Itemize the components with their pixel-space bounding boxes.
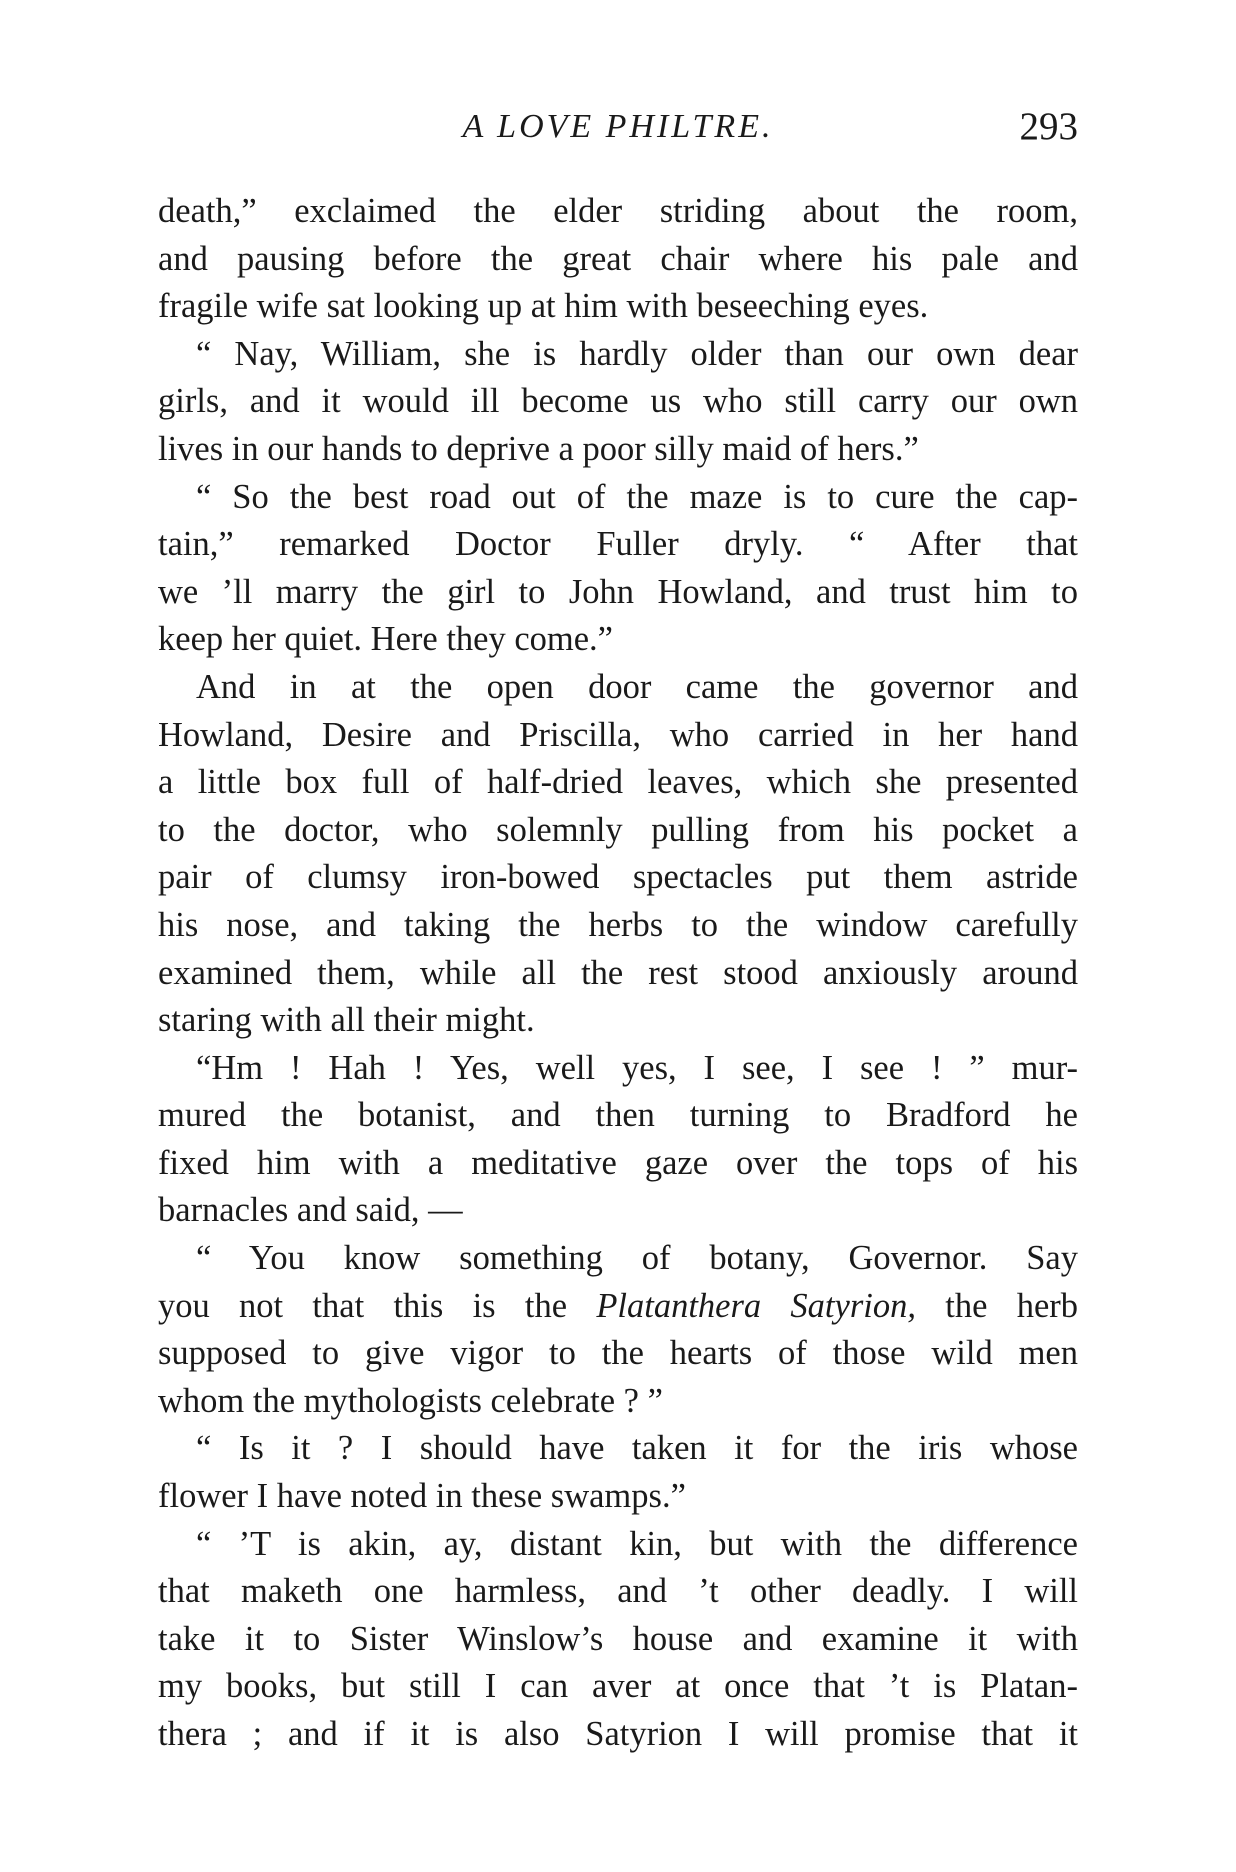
paragraph: and pausing before the great chair where his pale and — [158, 239, 1078, 278]
paragraph: And in at the open door came the governor and — [196, 667, 1078, 706]
paragraph: “Hm ! Hah ! Yes, well yes, I see, I see ! ” mur- — [196, 1048, 1078, 1087]
paragraph: flower I have noted in these swamps.” — [158, 1477, 686, 1516]
text-span: the herb — [915, 1286, 1079, 1325]
paragraph: lives in our hands to deprive a poor silly maid of hers.” — [158, 429, 919, 468]
paragraph: barnacles and said, — — [158, 1191, 463, 1230]
paragraph: take it to Sister Winslow’s house and examine it with — [158, 1619, 1078, 1658]
paragraph: “ Is it ? I should have taken it for the iris whose — [196, 1429, 1078, 1468]
paragraph: “ You know something of botany, Governor. Say — [196, 1239, 1078, 1278]
page-header — [158, 105, 1078, 152]
paragraph: examined them, while all the rest stood anxiously around — [158, 953, 1078, 992]
paragraph: “ ’T is akin, ay, distant kin, but with the difference — [196, 1524, 1078, 1563]
body-text — [158, 188, 1078, 1759]
text-span: you not that this is the — [158, 1286, 597, 1325]
paragraph: pair of clumsy iron-bowed spectacles put them astride — [158, 858, 1078, 897]
paragraph: death,” exclaimed the elder striding about the room, — [158, 192, 1078, 230]
paragraph: fragile wife sat looking up at him with beseeching eyes. — [158, 287, 929, 326]
paragraph: Howland, Desire and Priscilla, who carried in her hand — [158, 715, 1078, 754]
paragraph: girls, and it would ill become us who still carry our own — [158, 382, 1078, 421]
page-number: 293 — [1019, 105, 1078, 148]
running-title: A LOVE PHILTRE. — [462, 108, 774, 145]
paragraph: keep her quiet. Here they come.” — [158, 620, 613, 659]
paragraph: that maketh one harmless, and ’t other deadly. I will — [158, 1572, 1078, 1611]
paragraph: “ So the best road out of the maze is to cure the cap- — [196, 477, 1078, 516]
paragraph: tain,” remarked Doctor Fuller dryly. “ After that — [158, 525, 1078, 564]
paragraph: my books, but still I can aver at once that ’t is Platan- — [158, 1667, 1078, 1706]
paragraph: staring with all their might. — [158, 1001, 535, 1040]
paragraph: thera ; and if it is also Satyrion I will promise that it — [158, 1715, 1078, 1753]
paragraph: mured the botanist, and then turning to Bradford he — [158, 1096, 1078, 1135]
paragraph — [158, 1283, 1078, 1331]
paragraph: supposed to give vigor to the hearts of those wild men — [158, 1334, 1078, 1373]
paragraph: his nose, and taking the herbs to the window carefully — [158, 905, 1078, 944]
paragraph: whom the mythologists celebrate ? ” — [158, 1381, 663, 1420]
paragraph: a little box full of half-dried leaves, which she presented — [158, 763, 1078, 802]
italic-term: Platanthera Satyrion, — [596, 1286, 916, 1325]
paragraph: fixed him with a meditative gaze over the tops of his — [158, 1143, 1078, 1182]
paragraph: to the doctor, who solemnly pulling from his pocket a — [158, 810, 1078, 849]
paragraph: we ’ll marry the girl to John Howland, and trust him to — [158, 572, 1078, 611]
paragraph: “ Nay, William, she is hardly older than our own dear — [196, 334, 1078, 373]
